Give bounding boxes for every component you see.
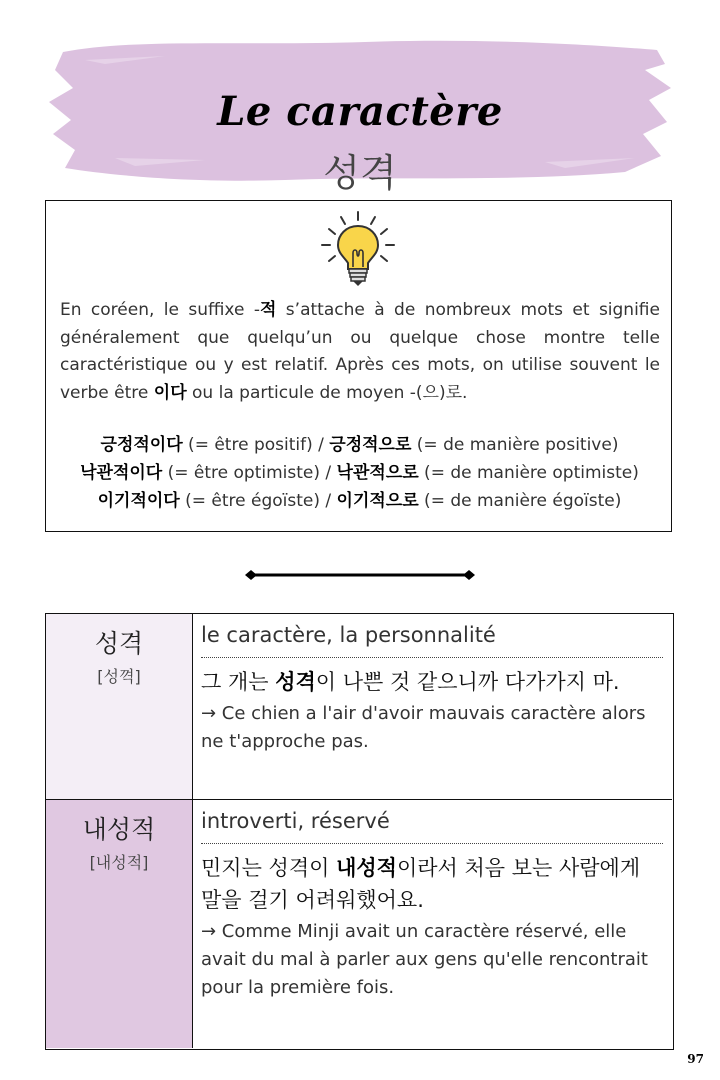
example-line: 낙관적이다 (= être optimiste) / 낙관적으로 (= de manière optimiste)	[80, 463, 639, 483]
example-translation: → Comme Minji avait un caractère réservé, elle avait du mal à parler aux gens qu'elle rencontrait pour la première fois.	[201, 921, 648, 998]
example-sentence: 민지는 성격이 내성적이라서 처음 보는 사람에게 말을 걸기 어려워했어요.	[201, 856, 641, 912]
dotted-separator	[201, 843, 663, 844]
example-sentence: 그 개는 성격이 나쁜 것 같으니까 다가가지 마.	[201, 670, 620, 694]
vocab-entry	[46, 800, 672, 1048]
vocab-word-cell	[46, 800, 193, 1048]
section-divider	[245, 568, 475, 582]
vocab-pronunciation: [내성적]	[89, 853, 149, 872]
page-title: Le caractère	[217, 88, 503, 135]
vocab-word-cell	[46, 614, 193, 799]
vocab-meaning: introverti, réservé	[201, 809, 390, 833]
page-number: 97	[687, 1052, 704, 1066]
grammar-tip-box	[45, 200, 672, 532]
vocab-word: 내성적	[82, 815, 156, 844]
vocab-word: 성격	[94, 629, 144, 658]
page-title-korean: 성격	[323, 151, 397, 195]
dotted-separator	[201, 657, 663, 658]
lightbulb-icon	[316, 209, 400, 293]
explanation-paragraph: En coréen, le suffixe -적 s’attache à de nombreux mots et signifie généralement que quelqu’un ou quelque chose montre telle caractéristique ou y est relatif. Après ces mots, on utilise souvent le verbe être 이다 ou la particule de moyen -(으)로.	[60, 300, 660, 403]
vocab-detail-cell	[201, 800, 663, 1002]
example-translation: → Ce chien a l'air d'avoir mauvais caractère alors ne t'approche pas.	[201, 703, 646, 752]
page-header	[45, 30, 675, 195]
vocabulary-table	[45, 613, 674, 1050]
example-list	[46, 431, 673, 515]
vocab-pronunciation: [성껵]	[97, 667, 141, 686]
example-line: 이기적이다 (= être égoïste) / 이기적으로 (= de manière égoïste)	[97, 491, 622, 511]
vocab-meaning: le caractère, la personnalité	[201, 623, 496, 647]
vocab-detail-cell	[201, 614, 663, 756]
vocab-entry	[46, 614, 672, 800]
example-line: 긍정적이다 (= être positif) / 긍정적으로 (= de manière positive)	[100, 435, 619, 455]
